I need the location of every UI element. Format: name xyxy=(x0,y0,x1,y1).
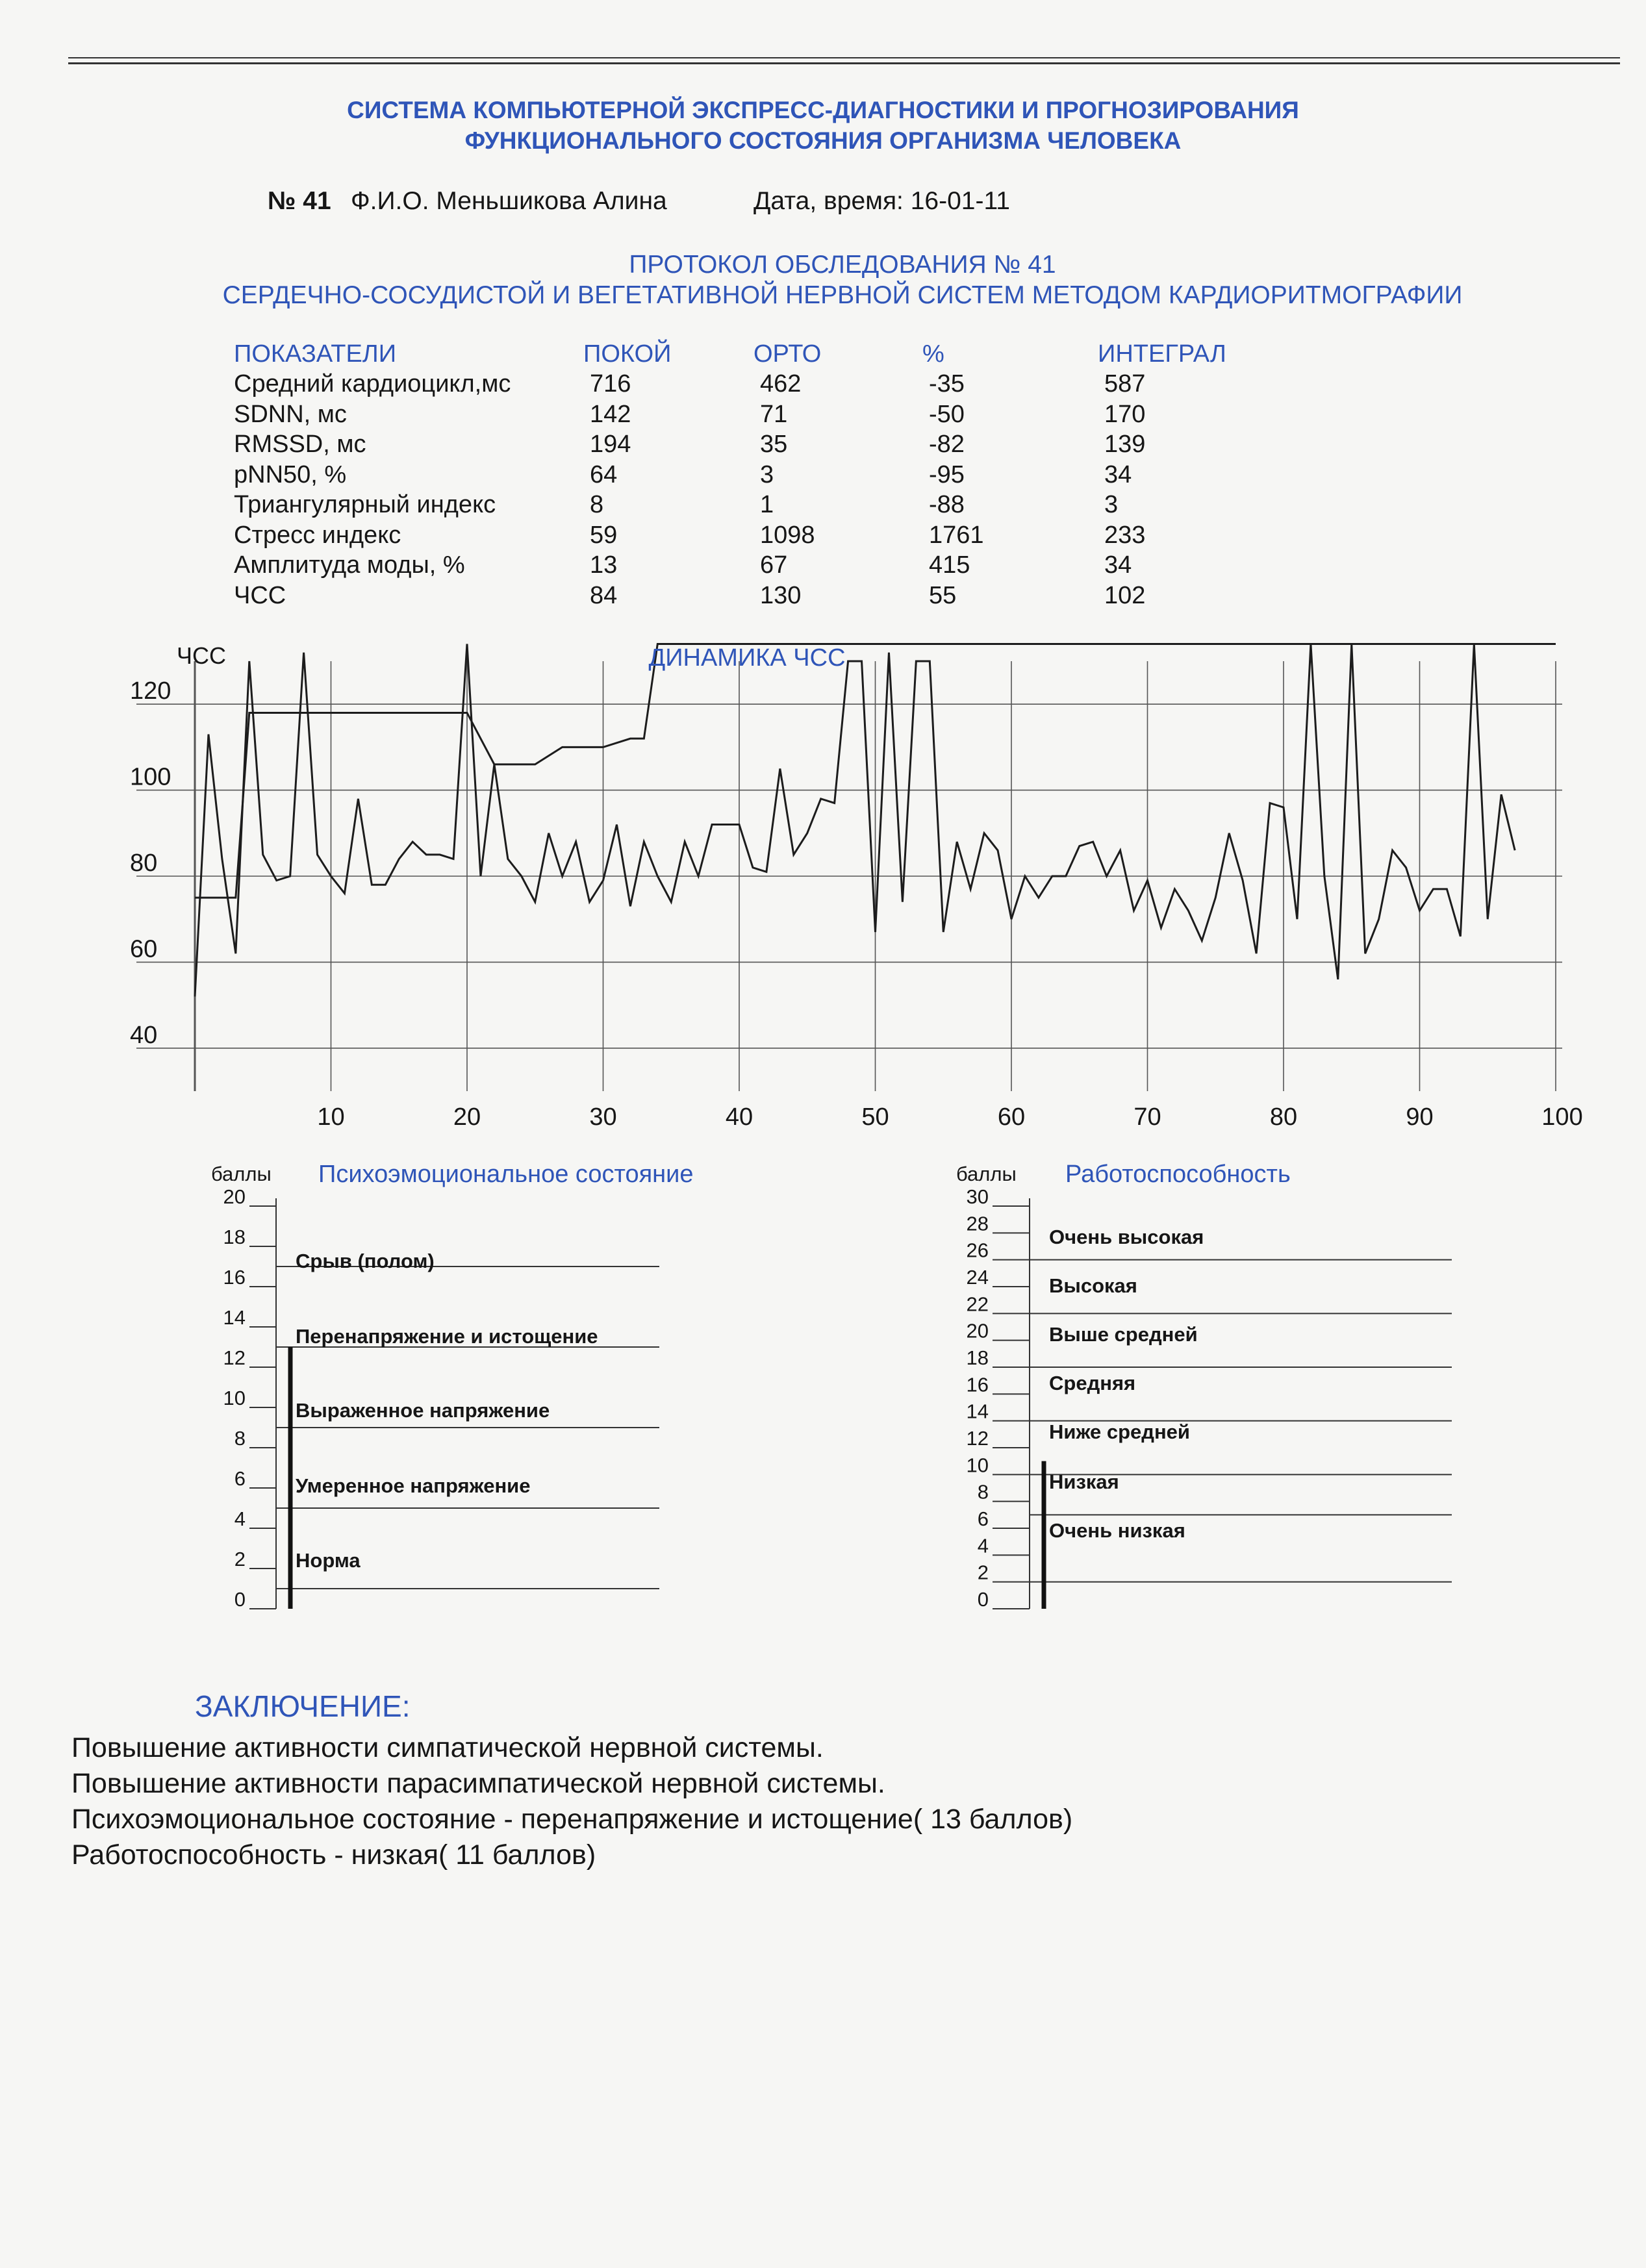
scale-tick-label: 18 xyxy=(966,1346,989,1369)
scale-category-label: Средняя xyxy=(1049,1372,1136,1394)
orto-value: 1098 xyxy=(760,521,815,549)
report-title-line1: СИСТЕМА КОМПЬЮТЕРНОЙ ЭКСПРЕСС-ДИАГНОСТИКИ И ПРОГНОЗИРОВАНИЯ xyxy=(347,97,1299,123)
scale-tick-label: 20 xyxy=(966,1319,989,1342)
percent-value: -95 xyxy=(929,460,965,488)
y-tick-label: 100 xyxy=(130,763,171,791)
orto-value: 462 xyxy=(760,370,802,397)
indicator-name: RMSSD, мс xyxy=(234,431,366,458)
rest-value: 59 xyxy=(590,521,618,549)
protocol-subtitle: СЕРДЕЧНО-СОСУДИСТОЙ И ВЕГЕТАТИВНОЙ НЕРВНОЙ СИСТЕМ МЕТОДОМ КАРДИОРИТМОГРАФИИ xyxy=(222,281,1463,309)
work-scale xyxy=(844,1189,1646,1630)
y-tick-label: 120 xyxy=(130,677,171,705)
scale-tick-label: 0 xyxy=(977,1588,989,1611)
indicator-name: Триангулярный индекс xyxy=(234,491,496,518)
integral-value: 233 xyxy=(1104,521,1146,549)
indicator-name: ЧСС xyxy=(234,581,286,609)
scale-tick-label: 2 xyxy=(234,1548,246,1570)
percent-value: 55 xyxy=(929,581,957,609)
indicator-name: Амплитуда моды, % xyxy=(234,551,465,579)
integral-value: 170 xyxy=(1104,400,1146,428)
top-rule xyxy=(68,57,1620,58)
percent-value: -82 xyxy=(929,431,965,458)
x-tick-label: 80 xyxy=(1269,1103,1298,1131)
scale-tick-label: 8 xyxy=(977,1480,989,1504)
scale-category-label: Перенапряжение и истощение xyxy=(296,1325,598,1348)
scale-tick-label: 16 xyxy=(966,1373,989,1396)
integral-value: 34 xyxy=(1104,460,1132,488)
percent-value: -88 xyxy=(929,491,965,518)
protocol-title: ПРОТОКОЛ ОБСЛЕДОВАНИЯ № 41 xyxy=(629,251,1056,279)
rest-value: 64 xyxy=(590,460,618,488)
scale-category-label: Очень низкая xyxy=(1049,1519,1185,1542)
scale-tick-label: 14 xyxy=(966,1400,989,1423)
scale-category-label: Низкая xyxy=(1049,1470,1119,1493)
scale-tick-label: 8 xyxy=(234,1427,246,1450)
scale-tick-label: 28 xyxy=(966,1212,989,1235)
rest-value: 194 xyxy=(590,431,631,458)
indicator-name: pNN50, % xyxy=(234,460,347,488)
rest-value: 8 xyxy=(590,491,604,518)
orto-value: 71 xyxy=(760,400,788,428)
scale-tick-label: 16 xyxy=(223,1266,246,1289)
orto-value: 1 xyxy=(760,491,774,518)
integral-value: 3 xyxy=(1104,491,1119,518)
conclusion-line: Повышение активности парасимпатической нервной системы. xyxy=(71,1768,885,1799)
integral-value: 34 xyxy=(1104,551,1132,579)
conclusion-title: ЗАКЛЮЧЕНИЕ: xyxy=(195,1689,411,1723)
y-tick-label: 40 xyxy=(130,1021,158,1049)
x-tick-label: 30 xyxy=(589,1103,617,1131)
scale-category-label: Умеренное напряжение xyxy=(296,1474,531,1497)
patient-number: № 41 xyxy=(268,187,331,215)
percent-value: 415 xyxy=(929,551,970,579)
scale-category-label: Выше средней xyxy=(1049,1323,1198,1346)
conclusion-line: Психоэмоциональное состояние - перенапряжение и истощение( 13 баллов) xyxy=(71,1804,1073,1835)
scale-tick-label: 20 xyxy=(223,1189,246,1208)
scale-tick-label: 26 xyxy=(966,1239,989,1262)
scale-tick-label: 4 xyxy=(234,1507,246,1530)
header-orto: ОРТО xyxy=(753,340,822,368)
x-tick-label: 40 xyxy=(725,1103,753,1131)
scale-tick-label: 6 xyxy=(234,1467,246,1490)
rest-value: 84 xyxy=(590,581,618,609)
scale-tick-label: 18 xyxy=(223,1226,246,1248)
scale-tick-label: 14 xyxy=(223,1306,246,1329)
integral-value: 102 xyxy=(1104,581,1146,609)
scale-category-label: Выраженное напряжение xyxy=(296,1399,550,1422)
scale-tick-label: 10 xyxy=(223,1387,246,1409)
percent-value: 1761 xyxy=(929,521,984,549)
x-tick-label: 20 xyxy=(453,1103,481,1131)
indicator-name: SDNN, мс xyxy=(234,400,347,428)
scale-tick-label: 6 xyxy=(977,1507,989,1530)
orto-value: 130 xyxy=(760,581,802,609)
scale-tick-label: 10 xyxy=(966,1454,989,1477)
x-tick-label: 10 xyxy=(317,1103,345,1131)
work-scale-title: Работоспособность xyxy=(1065,1161,1291,1188)
y-tick-label: 60 xyxy=(130,935,158,963)
scale-tick-label: 2 xyxy=(977,1561,989,1584)
x-tick-label: 50 xyxy=(861,1103,889,1131)
scale-category-label: Высокая xyxy=(1049,1274,1137,1297)
x-tick-label: 100 xyxy=(1541,1103,1583,1131)
work-axis-label: баллы xyxy=(956,1163,1017,1185)
psycho-axis-label: баллы xyxy=(211,1163,272,1185)
orto-value: 35 xyxy=(760,431,788,458)
percent-value: -35 xyxy=(929,370,965,397)
top-rule-double xyxy=(68,62,1620,64)
patient-name: Ф.И.О. Меньшикова Алина xyxy=(351,187,667,215)
scale-tick-label: 30 xyxy=(966,1189,989,1208)
hr-series-line xyxy=(195,644,1515,997)
x-tick-label: 70 xyxy=(1133,1103,1161,1131)
x-tick-label: 60 xyxy=(997,1103,1026,1131)
orto-value: 67 xyxy=(760,551,788,579)
header-rest: ПОКОЙ xyxy=(583,340,672,368)
y-tick-label: 80 xyxy=(130,850,158,877)
report-title-line2: ФУНКЦИОНАЛЬНОГО СОСТОЯНИЯ ОРГАНИЗМА ЧЕЛОВЕКА xyxy=(464,127,1182,154)
hr-dynamics-chart xyxy=(0,611,1646,1143)
scale-tick-label: 24 xyxy=(966,1266,989,1289)
psycho-scale xyxy=(0,1189,844,1630)
rest-value: 716 xyxy=(590,370,631,397)
exam-datetime: Дата, время: 16-01-11 xyxy=(753,187,1010,215)
scale-category-label: Срыв (полом) xyxy=(296,1250,435,1272)
integral-value: 587 xyxy=(1104,370,1146,397)
scale-tick-label: 0 xyxy=(234,1588,246,1611)
scale-category-label: Ниже средней xyxy=(1049,1420,1190,1443)
psycho-scale-title: Психоэмоциональное состояние xyxy=(318,1161,694,1188)
conclusion-line: Повышение активности симпатической нервной системы. xyxy=(71,1732,824,1763)
indicator-name: Стресс индекс xyxy=(234,521,401,549)
scale-tick-label: 4 xyxy=(977,1534,989,1557)
header-percent: % xyxy=(922,340,944,368)
rest-value: 142 xyxy=(590,400,631,428)
chart-title: ДИНАМИКА ЧСС xyxy=(648,644,846,672)
header-integral: ИНТЕГРАЛ xyxy=(1098,340,1226,368)
integral-value: 139 xyxy=(1104,431,1146,458)
scale-category-label: Очень высокая xyxy=(1049,1226,1204,1248)
scale-category-label: Норма xyxy=(296,1549,361,1572)
chart-axis-labels xyxy=(130,677,1583,1131)
scale-tick-label: 12 xyxy=(966,1427,989,1450)
indicator-name: Средний кардиоцикл,мс xyxy=(234,370,511,397)
scale-tick-label: 22 xyxy=(966,1292,989,1316)
x-tick-label: 90 xyxy=(1406,1103,1434,1131)
percent-value: -50 xyxy=(929,400,965,428)
conclusion-line: Работоспособность - низкая( 11 баллов) xyxy=(71,1839,596,1871)
scale-tick-label: 12 xyxy=(223,1346,246,1369)
rest-value: 13 xyxy=(590,551,618,579)
chart-y-label: ЧСС xyxy=(177,642,226,669)
header-indicators: ПОКАЗАТЕЛИ xyxy=(234,340,397,368)
orto-value: 3 xyxy=(760,460,774,488)
